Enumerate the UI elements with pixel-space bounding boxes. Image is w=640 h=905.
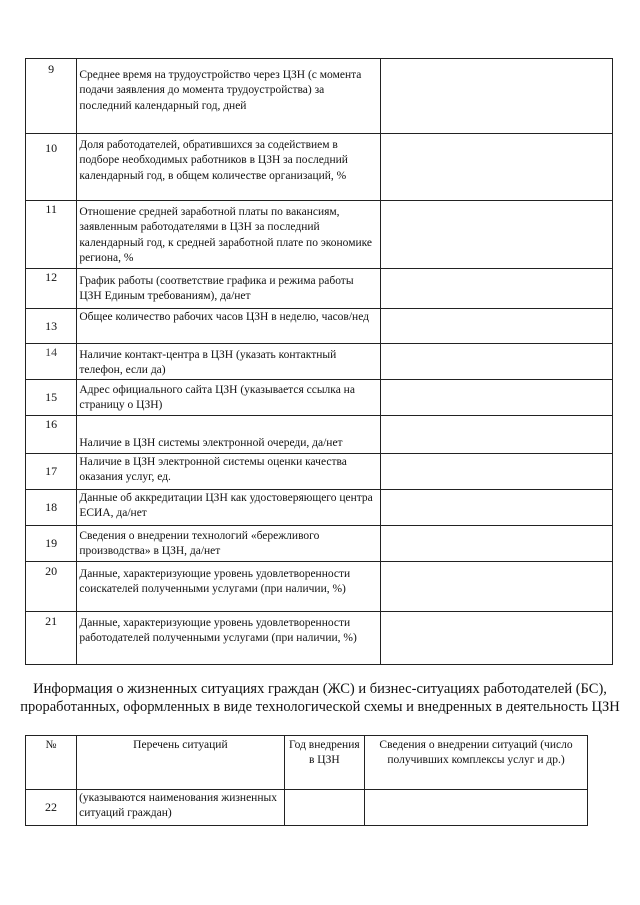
row-indicator: Адрес официального сайта ЦЗН (указывается ссылка на страницу о ЦЗН) [77, 380, 381, 416]
table-row [26, 59, 613, 134]
row-value-cell[interactable] [380, 380, 612, 416]
row-year-cell[interactable] [284, 790, 364, 826]
table-row [26, 269, 613, 309]
row-number: 14 [26, 344, 77, 380]
row-indicator: Среднее время на трудоустройство через ЦЗН (с момента подачи заявления до момента трудоустройства) за последний календарный год, дней [77, 59, 381, 134]
row-value-cell[interactable] [380, 562, 612, 612]
table-row [26, 454, 613, 490]
table-row [26, 201, 613, 269]
row-number: 10 [26, 134, 77, 201]
table-row [26, 490, 613, 526]
row-indicator: Данные, характеризующие уровень удовлетворенности работодателей полученными услугами (при наличии, %) [77, 612, 381, 665]
indicators-table [25, 58, 613, 665]
row-number: 12 [26, 269, 77, 309]
row-number: 13 [26, 309, 77, 344]
table-header-row [26, 736, 588, 790]
table-row [26, 790, 588, 826]
row-indicator: Доля работодателей, обратившихся за содействием в подборе необходимых работников в ЦЗН за последний календарный год, в общем количестве организаций, % [77, 134, 381, 201]
row-info-cell[interactable] [365, 790, 588, 826]
row-value-cell[interactable] [380, 416, 612, 454]
row-indicator: Данные об аккредитации ЦЗН как удостоверяющего центра ЕСИА, да/нет [77, 490, 381, 526]
row-number: 19 [26, 526, 77, 562]
row-number: 18 [26, 490, 77, 526]
column-header-year: Год внедрения в ЦЗН [284, 736, 364, 790]
row-value-cell[interactable] [380, 612, 612, 665]
table-row [26, 344, 613, 380]
column-header-situations: Перечень ситуаций [77, 736, 285, 790]
row-value-cell[interactable] [380, 59, 612, 134]
table-row [26, 380, 613, 416]
row-number: 16 [26, 416, 77, 454]
row-number: 9 [26, 59, 77, 134]
row-value-cell[interactable] [380, 490, 612, 526]
row-number: 11 [26, 201, 77, 269]
section-heading: Информация о жизненных ситуациях граждан (ЖС) и бизнес-ситуациях работодателей (БС), проработанных, оформленных в виде технологической схемы и внедренных в деятельность ЦЗН [20, 681, 620, 715]
row-situation: (указываются наименования жизненных ситуаций граждан) [77, 790, 285, 826]
row-value-cell[interactable] [380, 344, 612, 380]
situations-table [25, 735, 588, 826]
row-value-cell[interactable] [380, 201, 612, 269]
table-row [26, 134, 613, 201]
row-indicator: Наличие в ЦЗН системы электронной очереди, да/нет [77, 416, 381, 454]
row-indicator: Наличие в ЦЗН электронной системы оценки качества оказания услуг, ед. [77, 454, 381, 490]
row-number: 15 [26, 380, 77, 416]
table-row [26, 416, 613, 454]
row-indicator: График работы (соответствие графика и режима работы ЦЗН Единым требованиям), да/нет [77, 269, 381, 309]
row-indicator: Общее количество рабочих часов ЦЗН в неделю, часов/нед [77, 309, 381, 344]
row-number: 21 [26, 612, 77, 665]
row-value-cell[interactable] [380, 269, 612, 309]
row-number: 22 [26, 790, 77, 826]
row-indicator: Наличие контакт-центра в ЦЗН (указать контактный телефон, если да) [77, 344, 381, 380]
table-row [26, 562, 613, 612]
column-header-number: № [26, 736, 77, 790]
row-value-cell[interactable] [380, 454, 612, 490]
row-indicator: Отношение средней заработной платы по вакансиям, заявленным работодателями в ЦЗН за последний календарный год, к средней заработной плате по экономике региона, % [77, 201, 381, 269]
row-indicator: Сведения о внедрении технологий «бережливого производства» в ЦЗН, да/нет [77, 526, 381, 562]
row-value-cell[interactable] [380, 309, 612, 344]
row-number: 20 [26, 562, 77, 612]
column-header-info: Сведения о внедрении ситуаций (число получивших комплексы услуг и др.) [365, 736, 588, 790]
row-number: 17 [26, 454, 77, 490]
table-row [26, 526, 613, 562]
table-row [26, 309, 613, 344]
row-value-cell[interactable] [380, 526, 612, 562]
table-row [26, 612, 613, 665]
row-value-cell[interactable] [380, 134, 612, 201]
row-indicator: Данные, характеризующие уровень удовлетворенности соискателей полученными услугами (при наличии, %) [77, 562, 381, 612]
